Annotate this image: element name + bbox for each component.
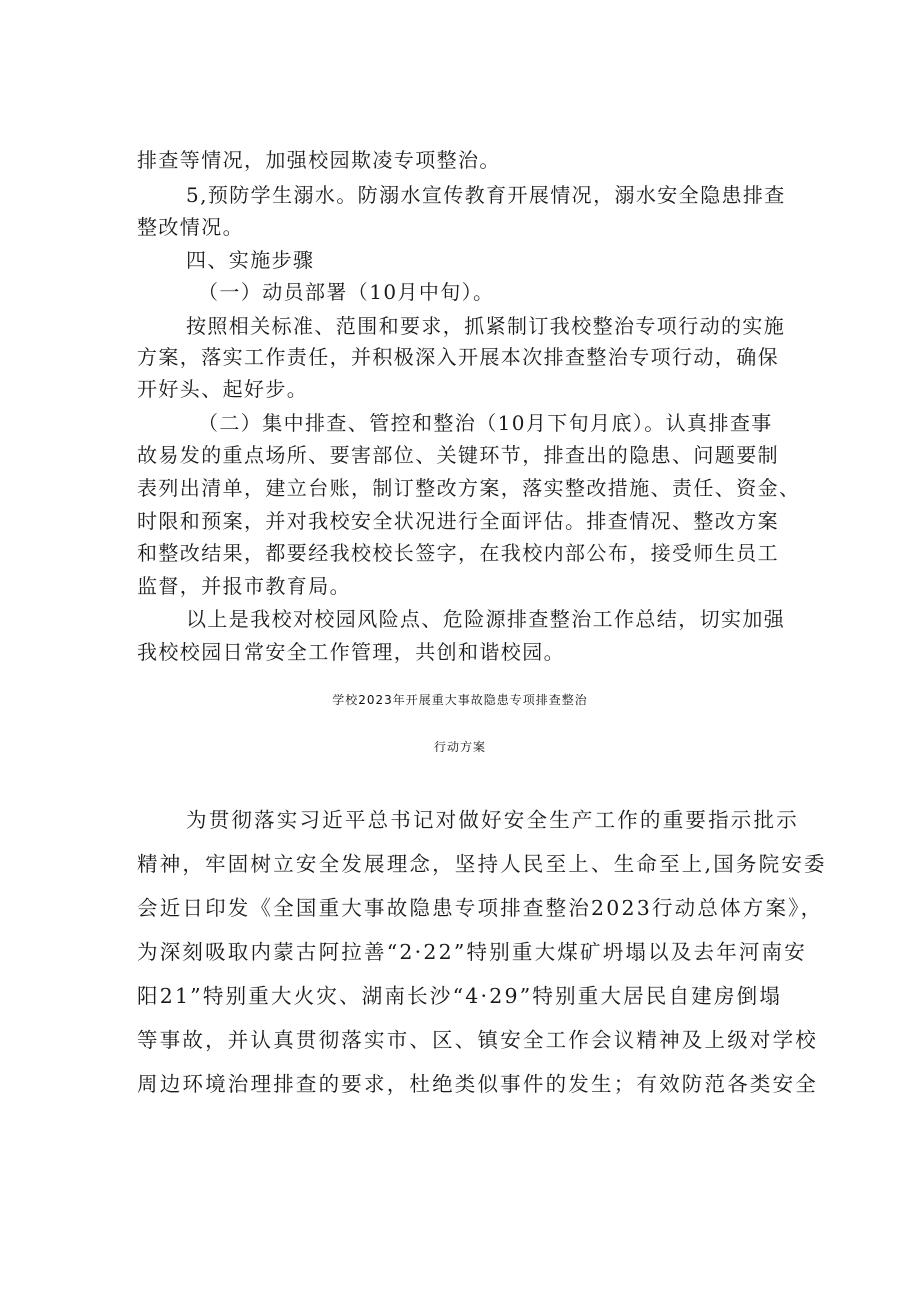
document-title-line2: 行动方案 [433, 740, 486, 754]
paragraph-line: 开好头、起好步。 [137, 377, 309, 401]
paragraph-line: 方案，落实工作责任，并积极深入开展本次排查整治专项行动，确保 [137, 345, 779, 369]
paragraph-line: 会近日印发《全国重大事故隐患专项排查整治2023行动总体方案》， [137, 896, 824, 920]
paragraph-line: 阳21”特别重大火灾、湖南长沙“4·29”特别重大居民自建房倒塌 [137, 984, 783, 1008]
paragraph-line: 表列出清单，建立台账，制订整改方案，落实整改措施、责任、资金、 [137, 476, 801, 500]
section-heading: 四、实施步骤 [186, 248, 315, 272]
paragraph-line: 等事故，并认真贯彻落实市、区、镇安全工作会议精神及上级对学校 [137, 1028, 818, 1052]
paragraph-line: 为深刻吸取内蒙古阿拉善“2·22”特别重大煤矿坍塌以及去年河南安 [137, 940, 808, 964]
paragraph-line: 监督，并报市教育局。 [137, 574, 351, 598]
paragraph-line: 为贯彻落实习近平总书记对做好安全生产工作的重要指示批示 [186, 808, 799, 832]
paragraph-line: 故易发的重点场所、要害部位、关键环节，排查出的隐患、问题要制 [137, 443, 779, 467]
paragraph-line: （二）集中排查、管控和整治（10月下旬月底）。认真排查事 [198, 411, 773, 435]
paragraph-line: 整改情况。 [137, 215, 244, 239]
paragraph-line: 时限和预案，并对我校安全状况进行全面评估。排查情况、整改方案 [137, 509, 779, 533]
sub-heading: （一）动员部署（10月中旬）。 [198, 280, 495, 304]
paragraph-line: 精神，牢固树立安全发展理念，坚持人民至上、生命至上,国务院安委 [137, 852, 827, 876]
paragraph-line: 5,预防学生溺水。防溺水宣传教育开展情况，溺水安全隐患排查 [186, 183, 786, 207]
paragraph-line: 排查等情况，加强校园欺凌专项整治。 [137, 148, 501, 172]
paragraph-line: 周边环境治理排查的要求，杜绝类似事件的发生；有效防范各类安全 [137, 1072, 818, 1096]
paragraph-line: 以上是我校对校园风险点、危险源排查整治工作总结，切实加强 [186, 607, 786, 631]
paragraph-line: 和整改结果，都要经我校校长签字，在我校内部公布，接受师生员工 [137, 541, 779, 565]
paragraph-line: 按照相关标准、范围和要求，抓紧制订我校整治专项行动的实施 [186, 314, 786, 338]
paragraph-line: 我校校园日常安全工作管理，共创和谐校园。 [137, 640, 565, 664]
document-title: 学校2023年开展重大事故隐患专项排查整治 [332, 693, 588, 707]
